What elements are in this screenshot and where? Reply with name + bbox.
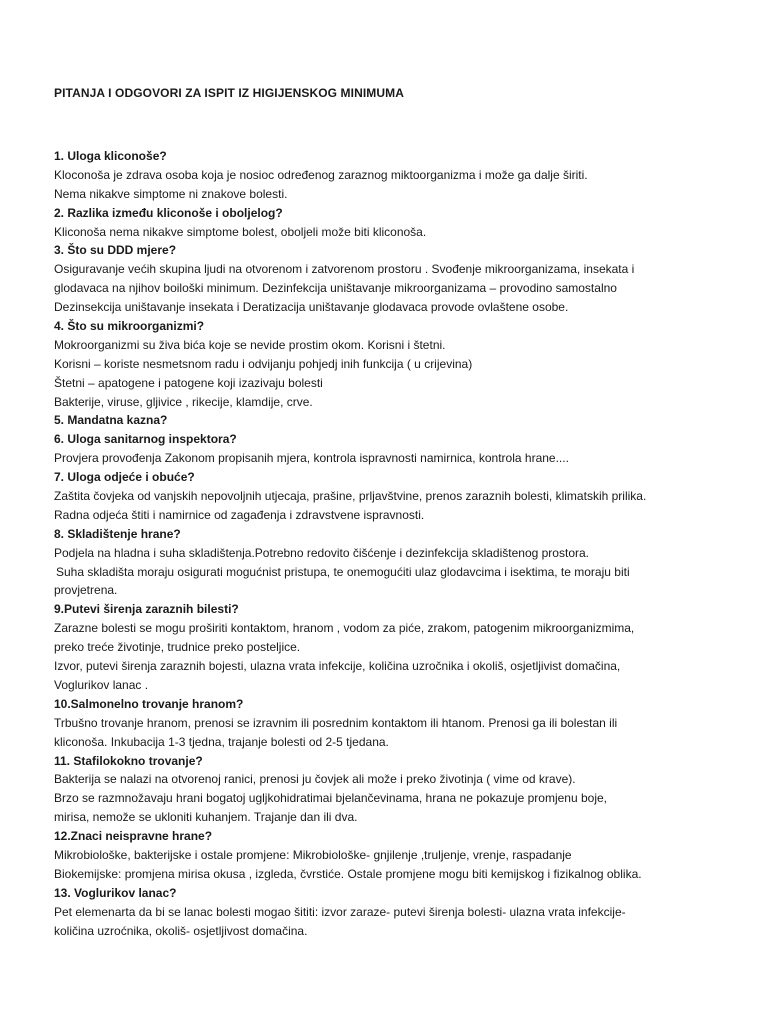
answer-line: Suha skladišta moraju osigurati mogućnist pristupa, te onemogućiti ulaz glodavcima i isektima, te moraju biti [56, 564, 630, 579]
answer-line: Zarazne bolesti se mogu proširiti kontaktom, hranom , vodom za piće, zrakom, patogenim mikroorganizmima, [54, 621, 635, 636]
question-heading: 6. Uloga sanitarnog inspektora? [54, 432, 237, 447]
answer-line: Osiguravanje većih skupina ljudi na otvorenom i zatvorenom prostoru . Svođenje mikroorganizama, insekata i [54, 262, 635, 277]
question-heading: 2. Razlika između kliconoše i oboljelog? [54, 205, 283, 220]
question-heading: 10.Salmonelno trovanje hranom? [54, 696, 244, 711]
question-heading: 7. Uloga odjeće i obuće? [54, 470, 195, 485]
answer-line: kliconoša. Inkubacija 1-3 tjedna, trajanje bolesti od 2-5 tjedana. [54, 734, 389, 749]
answer-line: Kloconoša je zdrava osoba koja je nosioc određenog zaraznog miktoorganizma i može ga dalje širiti. [54, 167, 588, 182]
answer-line: Trbušno trovanje hranom, prenosi se izravnim ili posrednim kontaktom ili htanom. Prenosi ga ili bolestan ili [54, 715, 618, 730]
answer-line: Biokemijske: promjena mirisa okusa , izgleda, čvrstiće. Ostale promjene mogu biti kemijskog i fizikalnog oblika. [54, 866, 642, 881]
question-heading: 11. Stafilokokno trovanje? [54, 753, 203, 768]
answer-line: Mikrobiološke, bakterijske i ostale promjene: Mikrobiološke- gnjilenje ,truljenje, vrenje, raspadanje [54, 847, 572, 862]
answer-line: količina uzroćnika, okoliš- osjetljivost domačina. [54, 923, 308, 938]
answer-line: Izvor, putevi širenja zaraznih bojesti, ulazna vrata infekcije, količina uzročnika i okoliš, osjetljivist domačina, [54, 659, 621, 674]
answer-line: Korisni – koriste nesmetsnom radu i odvijanju pohjedj inih funkcija ( u crijevina) [54, 356, 473, 371]
answer-line: Štetni – apatogene i patogene koji izazivaju bolesti [54, 375, 323, 390]
answer-line: glodavaca na njihov boiloški minimum. Dezinfekcija uništavanje mikroorganizama – provodino samostalno [54, 281, 617, 296]
answer-line: Podjela na hladna i suha skladištenja.Potrebno redovito čišćenje i dezinfekcija skladištenog prostora. [54, 545, 589, 560]
answer-line: Zaštita čovjeka od vanjskih nepovoljnih utjecaja, prašine, prljavštvine, prenos zaraznih bolesti, klimatskih prilika. [54, 489, 647, 504]
question-heading: 3. Što su DDD mjere? [54, 243, 177, 258]
answer-line: Dezinsekcija uništavanje insekata i Deratizacija uništavanje glodavaca provode ovlaštene osobe. [54, 300, 569, 315]
answer-line: provjetrena. [54, 583, 118, 598]
answer-line: preko treće životinje, trudnice preko posteljice. [54, 640, 301, 655]
answer-line: Bakterije, viruse, gljivice , rikecije, klamdije, crve. [54, 394, 313, 409]
answer-line: Kliconoša nema nikakve simptome bolest, oboljeli može biti kliconoša. [54, 224, 427, 239]
answer-line: Nema nikakve simptome ni znakove bolesti. [54, 186, 288, 201]
answer-line: Bakterija se nalazi na otvorenoj ranici, prenosi ju čovjek ali može i preko životinja ( vime od krave). [54, 772, 576, 787]
question-heading: 9.Putevi širenja zaraznih bilesti? [54, 602, 239, 617]
question-heading: 5. Mandatna kazna? [54, 413, 168, 428]
question-heading: 13. Voglurikov lanac? [54, 885, 177, 900]
answer-line: Radna odjeća štiti i namirnice od zagađenja i zdravstvene ispravnosti. [54, 507, 425, 522]
document-body [54, 147, 714, 940]
document-title: PITANJA I ODGOVORI ZA ISPIT IZ HIGIJENSKOG MINIMUMA [54, 86, 405, 100]
answer-line: Provjera provođenja Zakonom propisanih mjera, kontrola ispravnosti namirnica, kontrola hrane.... [54, 451, 569, 466]
answer-line: Pet elemenarta da bi se lanac bolesti mogao šititi: izvor zaraze- putevi širenja bolesti- ulazna vrata infekcije- [54, 904, 626, 919]
question-heading: 12.Znaci neispravne hrane? [54, 829, 213, 844]
answer-line: Voglurikov lanac . [54, 677, 149, 692]
answer-line: Brzo se razmnožavaju hrani bogatoj ugljkohidratimai bjelančevinama, hrana ne pokazuje promjenu boje, [54, 791, 607, 806]
question-heading: 1. Uloga kliconoše? [54, 149, 167, 163]
question-heading: 4. Što su mikroorganizmi? [54, 319, 205, 334]
answer-line: mirisa, nemože se ukloniti kuhanjem. Trajanje dan ili dva. [54, 810, 358, 825]
question-heading: 8. Skladištenje hrane? [54, 526, 181, 541]
answer-line: Mokroorganizmi su živa bića koje se nevide prostim okom. Korisni i štetni. [54, 337, 446, 352]
